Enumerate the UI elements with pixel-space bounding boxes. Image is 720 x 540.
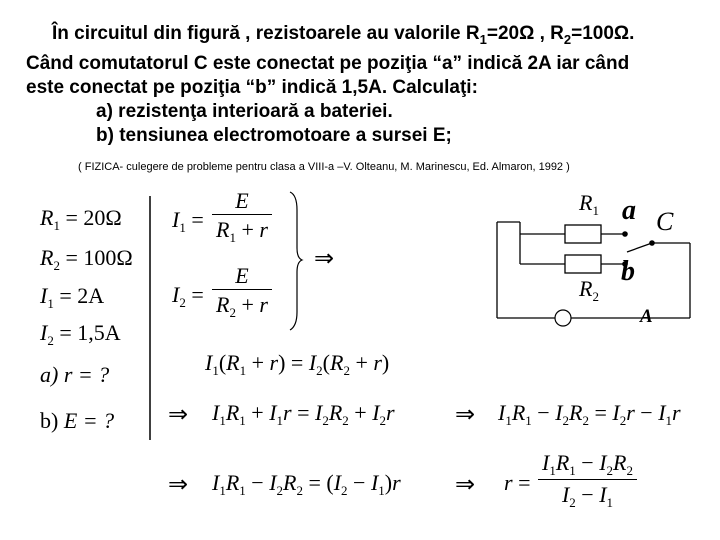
formula-i2-fraction: $\frac{E}{R_2 + r}$ [212,263,272,321]
unknown-r: a) r = ? [40,362,110,387]
label-c: C [656,207,674,236]
label-a: a [622,195,636,226]
given-i2: $I_2 = 1,5A$ [40,320,121,348]
formula-i2-lhs: $I_2$ = [172,282,204,310]
label-ammeter: A [640,306,653,327]
label-r2: $R_2$ [579,276,599,304]
problem-line-1: În circuitul din figură , rezistoarele au valorile $R_1=20\Omega$ , $R_2=100\Omega$. [52,23,635,47]
source-citation: ( FIZICA- culegere de probleme pentru clasa a VIII-a –V. Olteanu, M. Marinescu, Ed. Almaron, 1992 ) [78,161,570,173]
circuit-diagram [497,222,690,326]
result-r-lhs: r = [504,470,531,495]
equation-rearranged: $I_1R_1 - I_2R_2 = I_2r - I_1r$ [498,400,681,428]
battery-symbol [555,310,571,326]
unknown-e: b) E = ? [40,408,115,433]
formula-i1-lhs: $I_1$ = [172,207,204,235]
problem-line-2: Când comutatorul C este conectat pe poziţia “a” indică 2A iar când [26,52,630,74]
implies-arrow-5: ⇒ [455,470,476,498]
implies-arrow-4: ⇒ [168,470,189,498]
formula-i1-fraction: $\frac{E}{R_1 + r}$ [212,188,272,246]
right-brace [290,192,302,330]
resistor-r2 [565,255,601,273]
equation-factored: $I_1R_1 - I_2R_2 = (I_2 - I_1)r$ [212,470,401,498]
implies-arrow-2: ⇒ [168,400,189,428]
question-a: a) rezistenţa interioară a bateriei. [96,100,393,122]
question-b: b) tensiunea electromotoare a sursei E; [96,124,452,146]
switch-blade [627,243,652,252]
result-r-fraction: $\frac{I_1R_1 - I_2R_2}{I_2 - I_1}$ [538,450,637,511]
equation-equal-emf: $I_1(R_1 + r) = I_2(R_2 + r)$ [205,350,390,378]
implies-arrow-1: ⇒ [314,244,335,272]
resistor-r1 [565,225,601,243]
equation-expanded: $I_1R_1 + I_1r = I_2R_2 + I_2r$ [212,400,395,428]
label-r1: $R_1$ [579,190,599,218]
switch-contact-a [622,231,628,237]
given-r1: $R_1 = 20\Omega$ [40,205,122,233]
problem-line-3: este conectat pe poziţia “b” indică 1,5A. Calculaţi: [26,76,478,98]
label-b: b [621,256,635,287]
given-r2: $R_2 = 100\Omega$ [40,245,133,273]
implies-arrow-3: ⇒ [455,400,476,428]
given-i1: $I_1 = 2A$ [40,283,105,311]
